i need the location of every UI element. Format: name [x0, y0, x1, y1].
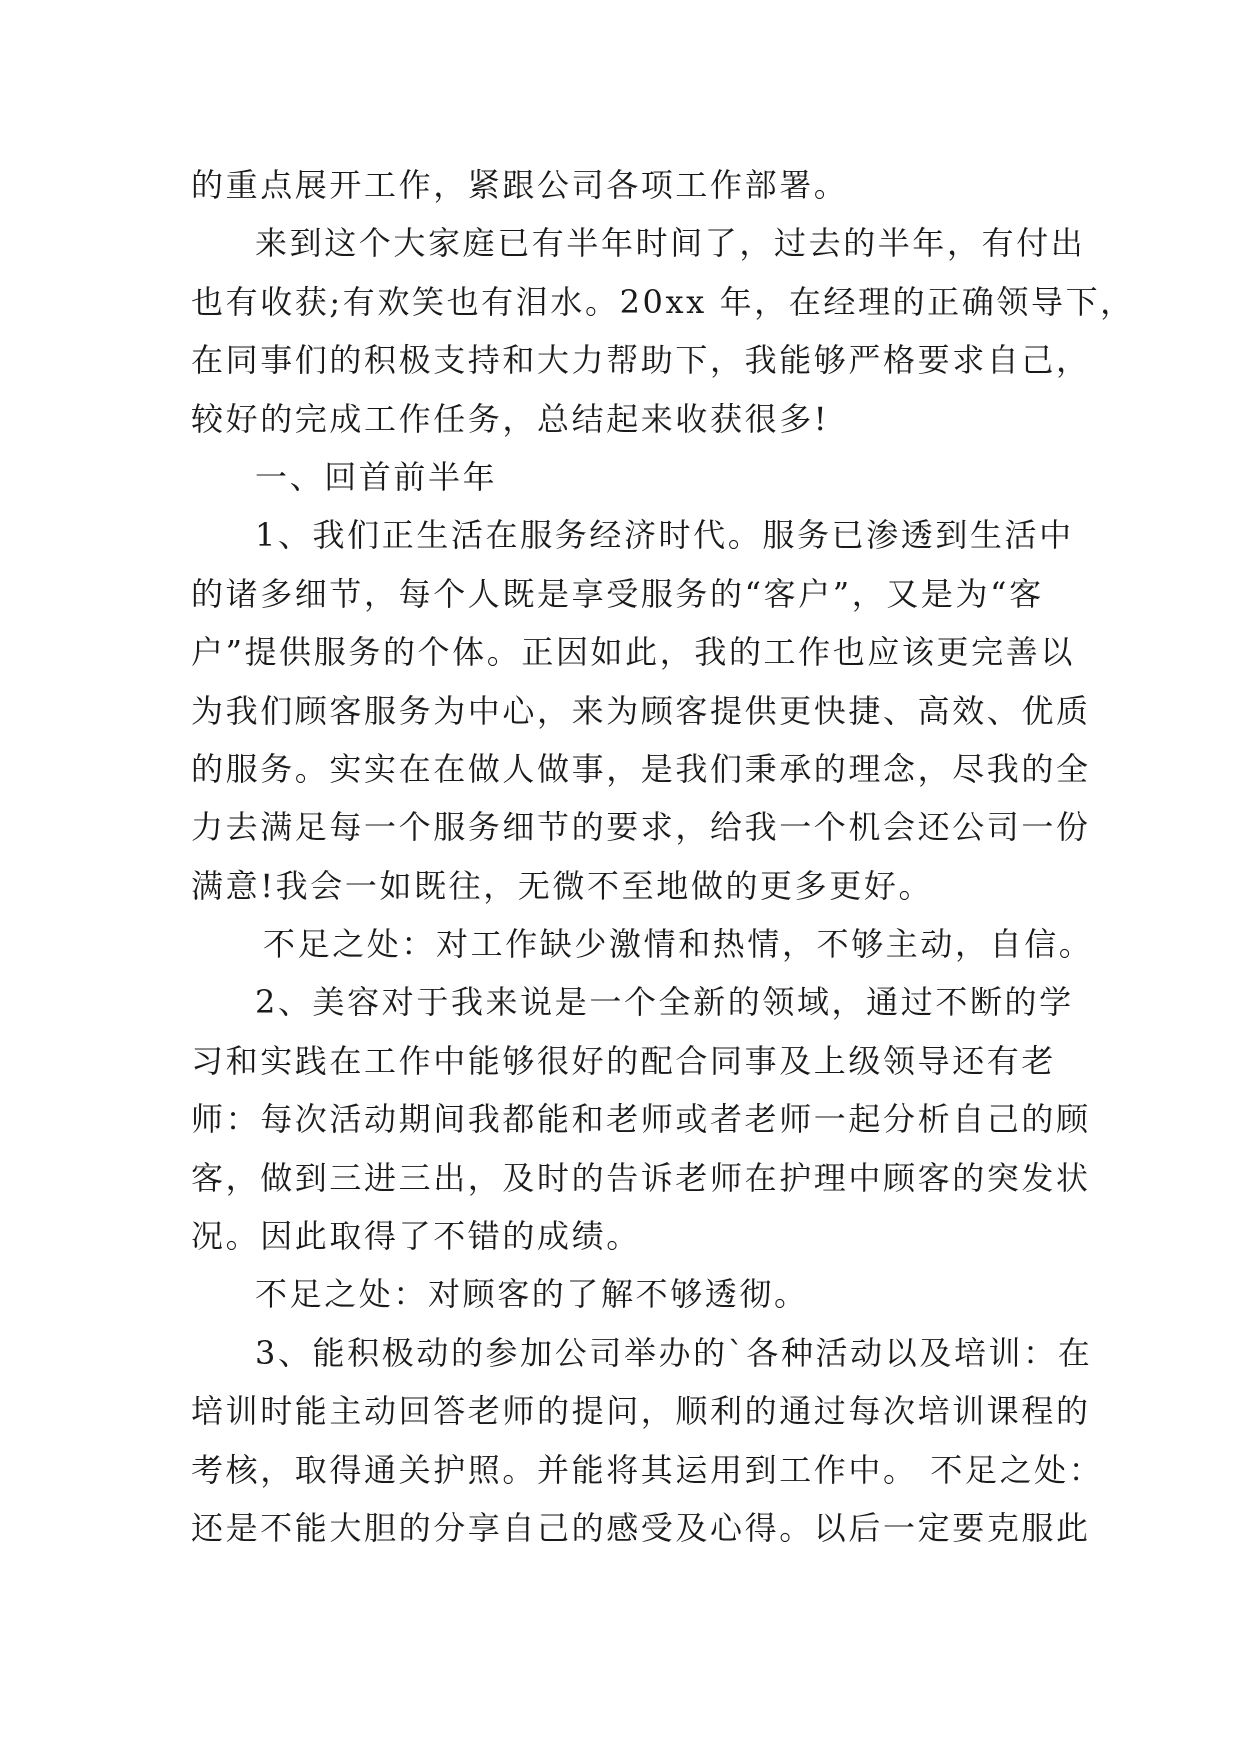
text-line: 为我们顾客服务为中心，来为顾客提供更快捷、高效、优质	[191, 691, 1091, 730]
text-line: 来到这个大家庭已有半年时间了，过去的半年，有付出	[255, 224, 1086, 263]
text-line: 3、能积极动的参加公司举办的`各种活动以及培训：在	[255, 1333, 1093, 1372]
text-line: 师：每次活动期间我都能和老师或者老师一起分析自己的顾	[191, 1100, 1091, 1139]
text-line: 客，做到三进三出，及时的告诉老师在护理中顾客的突发状	[191, 1158, 1091, 1197]
text-line: 考核，取得通关护照。并能将其运用到工作中。 不足之处：	[191, 1450, 1104, 1489]
text-line: 不足之处：对顾客的了解不够透彻。	[255, 1275, 809, 1314]
text-line: 还是不能大胆的分享自己的感受及心得。以后一定要克服此	[191, 1508, 1091, 1547]
text-line: 的重点展开工作，紧跟公司各项工作部署。	[191, 166, 849, 204]
text-line: 的诸多细节，每个人既是享受服务的“客户”，又是为“客	[191, 574, 1044, 613]
text-line: 1、我们正生活在服务经济时代。服务已渗透到生活中	[255, 516, 1074, 555]
text-line: 力去满足每一个服务细节的要求，给我一个机会还公司一份	[191, 808, 1091, 847]
section-heading: 一、回首前半年	[255, 457, 498, 496]
text-line: 也有收获;有欢笑也有泪水。20xx 年，在经理的正确领导下，	[191, 282, 1135, 321]
text-line: 不足之处：对工作缺少激情和热情，不够主动，自信。	[263, 925, 1094, 964]
text-line: 习和实践在工作中能够很好的配合同事及上级领导还有老	[191, 1041, 1057, 1080]
text-line: 培训时能主动回答老师的提问，顺利的通过每次培训课程的	[191, 1392, 1091, 1431]
document-body	[191, 156, 1135, 1557]
text-line: 满意!我会一如既往，无微不至地做的更多更好。	[191, 866, 934, 905]
text-line: 较好的完成工作任务，总结起来收获很多!	[191, 399, 830, 438]
text-line: 况。因此取得了不错的成绩。	[191, 1217, 641, 1256]
text-line: 在同事们的积极支持和大力帮助下，我能够严格要求自己，	[191, 341, 1091, 380]
text-line: 2、美容对于我来说是一个全新的领域，通过不断的学	[255, 983, 1074, 1022]
text-line: 户”提供服务的个体。正因如此，我的工作也应该更完善以	[191, 633, 1075, 672]
text-line: 的服务。实实在在做人做事，是我们秉承的理念，尽我的全	[191, 749, 1091, 788]
